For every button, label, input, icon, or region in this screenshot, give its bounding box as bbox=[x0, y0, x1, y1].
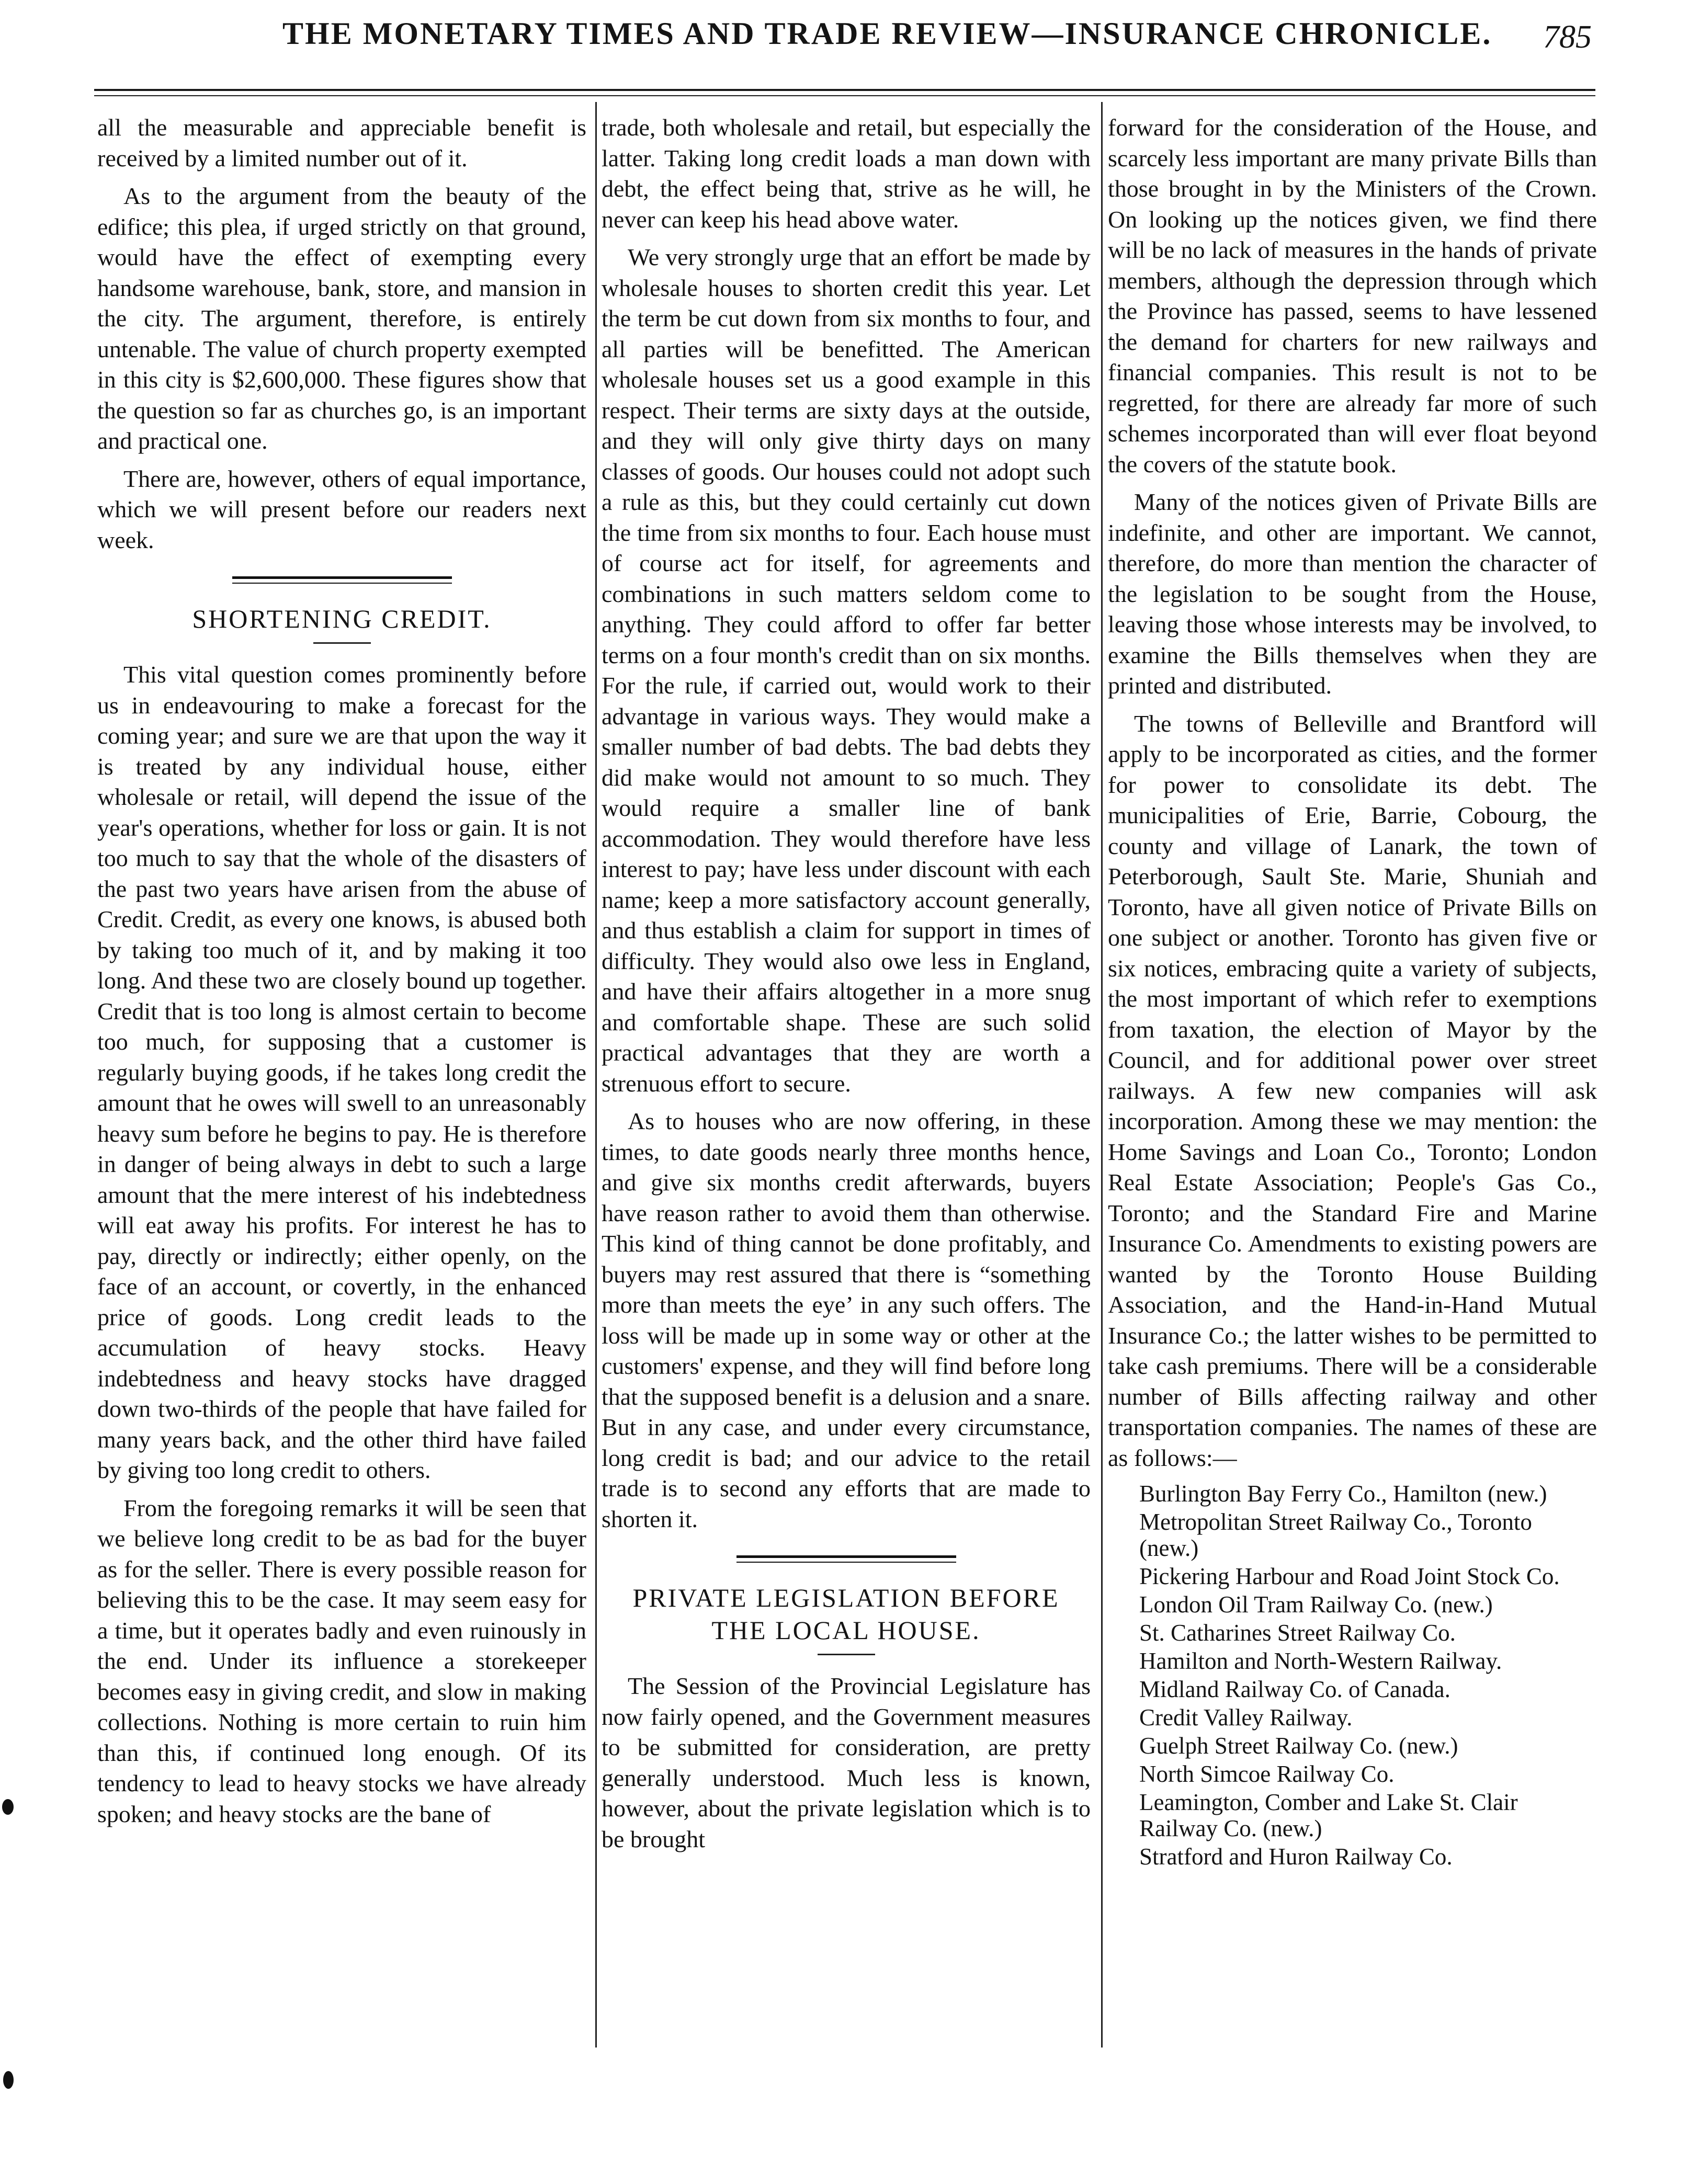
paragraph: Many of the notices given of Private Bills are indefinite, and other are important. We cannot, therefore, do more than mention the character of the legislation to be sought from the House, leaving those whose interests may be involved, to examine the Bills themselves when they are printed and distributed. bbox=[1108, 488, 1597, 699]
railway-company-list bbox=[1108, 1481, 1597, 1870]
paragraph: This vital question comes prominently before us in endeavouring to make a forecast for the coming year; and sure we are that upon the way it is treated by any individual house, either wholesale or retail, will depend the issue of the year's operations, whether for loss or gain. It is not too much to say that the whole of the disasters of the past two years have arisen from the abuse of Credit. Credit, as every one knows, is abused both by taking too much of it, and by making it too long. And these two are closely bound up together. Credit that is too long is almost certain to become too much, for supposing that a customer is regularly buying goods, if he takes long credit the amount that he owes will swell to an unreasonably heavy sum before he begins to pay. He is therefore in danger of being always in debt to such a large amount that the mere interest of his indebtedness will eat away his profits. For interest he has to pay, directly or indirectly; either openly, on the face of an account, or covertly, in the enhanced price of goods. Long credit leads to the accumulation of heavy stocks. Heavy indebtedness and heavy stocks have dragged down two-thirds of the people that have failed for many years back, and the other third have failed by giving too long credit to others. bbox=[97, 661, 586, 1483]
heading-rule bbox=[313, 642, 371, 644]
column-divider-1 bbox=[595, 102, 597, 2048]
paragraph: The towns of Belleville and Brantford will apply to be incorporated as cities, and the former for power to consolidate its debt. The municipalities of Erie, Barrie, Cobourg, the county and village of Lanark, the town of Peterborough, Sault Ste. Marie, Shuniah and Toronto, have all given notice of Private Bills on one subject or another. Toronto has given five or six notices, embracing quite a variety of subjects, the most important of which refer to exemptions from taxation, the election of Mayor by the Council, and for additional power over street railways. A few new companies will ask incorporation. Among these we may mention: the Home Savings and Loan Co., Toronto; London Real Estate Association; People's Gas Co., Toronto; and the Standard Fire and Marine Insurance Co. Amendments to existing powers are wanted by the Toronto House Building Association, and the Hand-in-Hand Mutual Insurance Co.; the latter wishes to be permitted to take cash premiums. There will be a considerable number of Bills affecting railway and other transportation companies. The names of these are as follows:— bbox=[1108, 710, 1597, 1471]
scan-mark bbox=[3, 2071, 14, 2089]
article-heading-shortening-credit: SHORTENING CREDIT. bbox=[192, 604, 492, 633]
column-1 bbox=[97, 112, 586, 1837]
section-rule bbox=[232, 576, 452, 584]
header-rule-thin bbox=[94, 95, 1595, 96]
page-number: 785 bbox=[1543, 19, 1592, 55]
column-2 bbox=[602, 112, 1091, 1862]
list-item: North Simcoe Railway Co. bbox=[1139, 1761, 1395, 1787]
section-rule bbox=[736, 1555, 956, 1563]
list-item: Credit Valley Railway. bbox=[1139, 1704, 1353, 1731]
scan-mark bbox=[2, 1799, 14, 1815]
list-item: Hamilton and North-Western Railway. bbox=[1139, 1648, 1502, 1674]
column-divider-2 bbox=[1101, 102, 1103, 2048]
header-rule bbox=[94, 89, 1595, 91]
paragraph: From the foregoing remarks it will be seen that we believe long credit to be as bad for the buyer as for the seller. There is every possible reason for believing this to be the case. It may seem easy for a time, but it operates badly and even ruinously in the end. Under its influence a storekeeper becomes easy in giving credit, and slow in making collections. Nothing is more certain to ruin him than this, if continued long enough. Of its tendency to lead to heavy stocks we have already spoken; and heavy stocks are the bane of bbox=[97, 1494, 586, 1827]
paragraph: trade, both wholesale and retail, but especially the latter. Taking long credit loads a man down with debt, the effect being that, strive as he will, he never can keep his head above water. bbox=[602, 114, 1091, 233]
list-item: Pickering Harbour and Road Joint Stock Co. bbox=[1139, 1563, 1560, 1589]
list-item: Stratford and Huron Railway Co. bbox=[1139, 1844, 1453, 1870]
list-item: Guelph Street Railway Co. (new.) bbox=[1139, 1733, 1458, 1759]
list-item: Metropolitan Street Railway Co., Toronto (new.) bbox=[1139, 1509, 1532, 1561]
heading-rule bbox=[818, 1654, 875, 1655]
paragraph: We very strongly urge that an effort be made by wholesale houses to shorten credit this year. Let the term be cut down from six months to four, and all parties will be benefitted. The American wholesale houses set us a good example in this respect. Their terms are sixty days at the outside, and they will only give thirty days on many classes of goods. Our houses could not adopt such a rule as this, but they could certainly cut down the time from six months to four. Each house must of course act for itself, for agreements and combinations in such matters seldom come to anything. They could afford to offer far better terms on a four month's credit than on six months. For the rule, if carried out, would work to their advantage in various ways. They would make a smaller number of bad debts. The bad debts they did make would not amount to so much. They would require a smaller line of bank accommodation. They would therefore have less interest to pay; have less under discount with each name; keep a more satisfactory account generally, and thus establish a claim for support in times of difficulty. They would also owe less in England, and have their affairs altogether in a more snug and comfortable shape. These are such solid practical advantages that they are worth a strenuous effort to secure. bbox=[602, 244, 1091, 1097]
list-item: Burlington Bay Ferry Co., Hamilton (new.) bbox=[1139, 1481, 1547, 1507]
column-3 bbox=[1108, 112, 1597, 1872]
list-item: Midland Railway Co. of Canada. bbox=[1139, 1676, 1450, 1702]
running-head: THE MONETARY TIMES AND TRADE REVIEW—INSURANCE CHRONICLE. bbox=[282, 16, 1492, 51]
list-item: London Oil Tram Railway Co. (new.) bbox=[1139, 1591, 1493, 1618]
paragraph: As to the argument from the beauty of the edifice; this plea, if urged strictly on that ground, would have the effect of exempting every handsome warehouse, bank, store, and mansion in the city. The argument, therefore, is entirely untenable. The value of church property exempted in this city is $2,600,000. These figures show that the question so far as churches go, is an important and practical one. bbox=[97, 183, 586, 454]
list-item: Leamington, Comber and Lake St. Clair Railway Co. (new.) bbox=[1139, 1789, 1518, 1841]
paragraph: As to houses who are now offering, in these times, to date goods nearly three months hence, and give six months credit afterwards, buyers have reason rather to avoid them than otherwise. This kind of thing cannot be done profitably, and buyers may rest assured that there is “something more than meets the eye’ in any such offers. The loss will be made up in some way or other at the customers' expense, and they will find before long that the supposed benefit is a delusion and a snare. But in any case, and under every circumstance, long credit is bad; and our advice to the retail trade is to second any efforts that are made to shorten it. bbox=[602, 1108, 1091, 1532]
article-heading-private-legislation: PRIVATE LEGISLATION BEFORE THE LOCAL HOUSE. bbox=[632, 1583, 1060, 1645]
list-item: St. Catharines Street Railway Co. bbox=[1139, 1620, 1456, 1646]
paragraph: all the measurable and appreciable benefit is received by a limited number out of it. bbox=[97, 114, 586, 172]
paragraph: forward for the consideration of the House, and scarcely less important are many private Bills than those brought in by the Ministers of the Crown. On looking up the notices given, we find there will be no lack of measures in the hands of private members, although the depression through which the Province has passed, seems to have lessened the demand for charters for new railways and financial companies. This result is not to be regretted, for there are already far more of such schemes incorporated than will ever float beyond the covers of the statute book. bbox=[1108, 114, 1597, 477]
paragraph: There are, however, others of equal importance, which we will present before our readers next week. bbox=[97, 465, 586, 553]
paragraph: The Session of the Provincial Legislature has now fairly opened, and the Government measures to be submitted for consideration, are pretty generally understood. Much less is known, however, about the private legislation which is to be brought bbox=[602, 1673, 1091, 1852]
